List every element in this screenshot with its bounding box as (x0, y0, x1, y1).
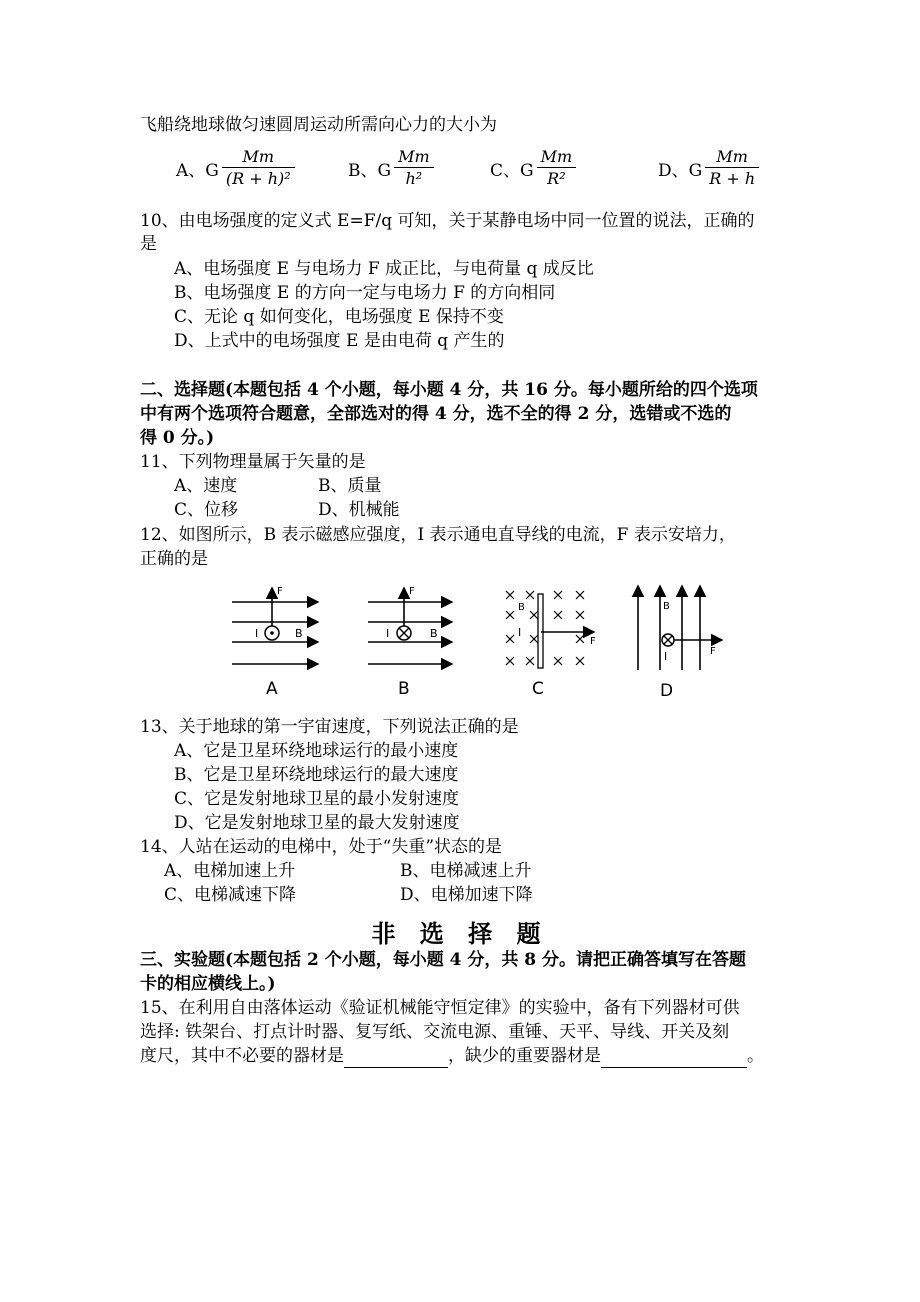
svg-text:I: I (664, 650, 668, 663)
svg-text:B: B (430, 627, 438, 640)
q15-answer-blank-1[interactable] (344, 1045, 448, 1068)
q15-line2: 选择: 铁架台、打点计时器、复写纸、交流电源、重锤、天平、导线、开关及刻 (140, 1022, 730, 1042)
q10-option-d: D、上式中的电场强度 E 是由电荷 q 产生的 (174, 331, 505, 351)
q12-stem-line2: 正确的是 (140, 549, 208, 569)
section3-line2: 卡的相应横线上。) (140, 974, 276, 994)
q13-stem: 13、关于地球的第一宇宙速度，下列说法正确的是 (140, 717, 519, 737)
svg-text:B: B (518, 602, 525, 613)
q13-option-c: C、它是发射地球卫星的最小发射速度 (174, 789, 460, 809)
q15-line3-part-a: 度尺，其中不必要的器材是 (140, 1046, 344, 1066)
figure-panel-d (638, 586, 722, 701)
svg-text:D: D (660, 681, 674, 701)
part-title: 非 选 择 题 (371, 920, 549, 948)
q10-option-a: A、电场强度 E 与电场力 F 成正比，与电荷量 q 成反比 (174, 259, 594, 279)
q15-line1: 15、在利用自由落体运动《验证机械能守恒定律》的实验中，备有下列器材可供 (140, 998, 740, 1018)
q13-option-a: A、它是卫星环绕地球运行的最小速度 (174, 741, 459, 761)
section2-line1: 二、选择题(本题包括 4 个小题，每小题 4 分，共 16 分。每小题所给的四个选项 (140, 380, 758, 400)
q13-option-d: D、它是发射地球卫星的最大发射速度 (174, 813, 460, 833)
section2-line3: 得 0 分。) (140, 428, 215, 448)
section3-line1: 三、实验题(本题包括 2 个小题，每小题 4 分，共 8 分。请把正确答填写在答题 (140, 950, 747, 970)
q15-line3-part-c: 。 (747, 1046, 764, 1066)
figure-panel-c (506, 591, 596, 699)
q12-stem-line1: 12、如图所示，B 表示磁感应强度，I 表示通电直导线的电流，F 表示安培力， (140, 525, 736, 545)
q9-option-b: B、G $\frac{Mm}{\text{h²}}$ (348, 148, 434, 189)
q10-stem-line2: 是 (140, 234, 157, 254)
q9-option-c: C、G $\frac{Mm}{\text{R²}}$ (490, 148, 576, 189)
svg-text:F: F (409, 586, 415, 597)
q9-stem: 飞船绕地球做匀速圆周运动所需向心力的大小为 (140, 115, 497, 135)
q14-option-d: D、电梯加速下降 (400, 885, 533, 905)
svg-text:I: I (386, 627, 390, 640)
q10-stem-line1: 10、由电场强度的定义式 E=F/q 可知，关于某静电场中同一位置的说法，正确的 (140, 211, 755, 231)
q13-option-b: B、它是卫星环绕地球运行的最大速度 (174, 765, 459, 785)
q12-figure (220, 580, 730, 702)
q14-option-c: C、电梯减速下降 (164, 885, 297, 905)
q9-option-d: D、G $\frac{Mm}{R + h}$ (658, 148, 759, 189)
q10-option-b: B、电场强度 E 的方向一定与电场力 F 的方向相同 (174, 283, 556, 303)
figure-panel-a (232, 586, 318, 699)
svg-text:I: I (255, 627, 259, 640)
q15-line3-part-b: ，缺少的重要器材是 (448, 1046, 601, 1066)
svg-text:B: B (663, 601, 670, 612)
svg-text:A: A (266, 679, 278, 699)
q14-stem: 14、人站在运动的电梯中，处于“失重”状态的是 (140, 837, 503, 857)
svg-text:B: B (295, 627, 303, 640)
svg-text:F: F (590, 636, 596, 647)
q9-option-a: A、G $\frac{Mm}{\text{(R + h)²}}$ (176, 148, 295, 189)
q11-option-a: A、速度 (174, 476, 238, 496)
svg-text:B: B (398, 679, 410, 699)
svg-text:C: C (532, 679, 544, 699)
q11-option-c: C、位移 (174, 500, 239, 520)
svg-text:I: I (518, 626, 522, 639)
q15-line3 (140, 1045, 764, 1068)
q10-option-c: C、无论 q 如何变化，电场强度 E 保持不变 (174, 307, 504, 327)
q11-option-b: B、质量 (318, 476, 382, 496)
figure-panel-b (368, 586, 452, 699)
q14-option-b: B、电梯减速上升 (400, 861, 532, 881)
q15-answer-blank-2[interactable] (601, 1045, 747, 1068)
q11-stem: 11、下列物理量属于矢量的是 (140, 452, 366, 472)
svg-text:F: F (277, 586, 283, 597)
q11-option-d: D、机械能 (318, 500, 400, 520)
section2-line2: 中有两个选项符合题意，全部选对的得 4 分，选不全的得 2 分，选错或不选的 (140, 404, 732, 424)
svg-text:F: F (710, 646, 716, 657)
q14-option-a: A、电梯加速上升 (164, 861, 296, 881)
